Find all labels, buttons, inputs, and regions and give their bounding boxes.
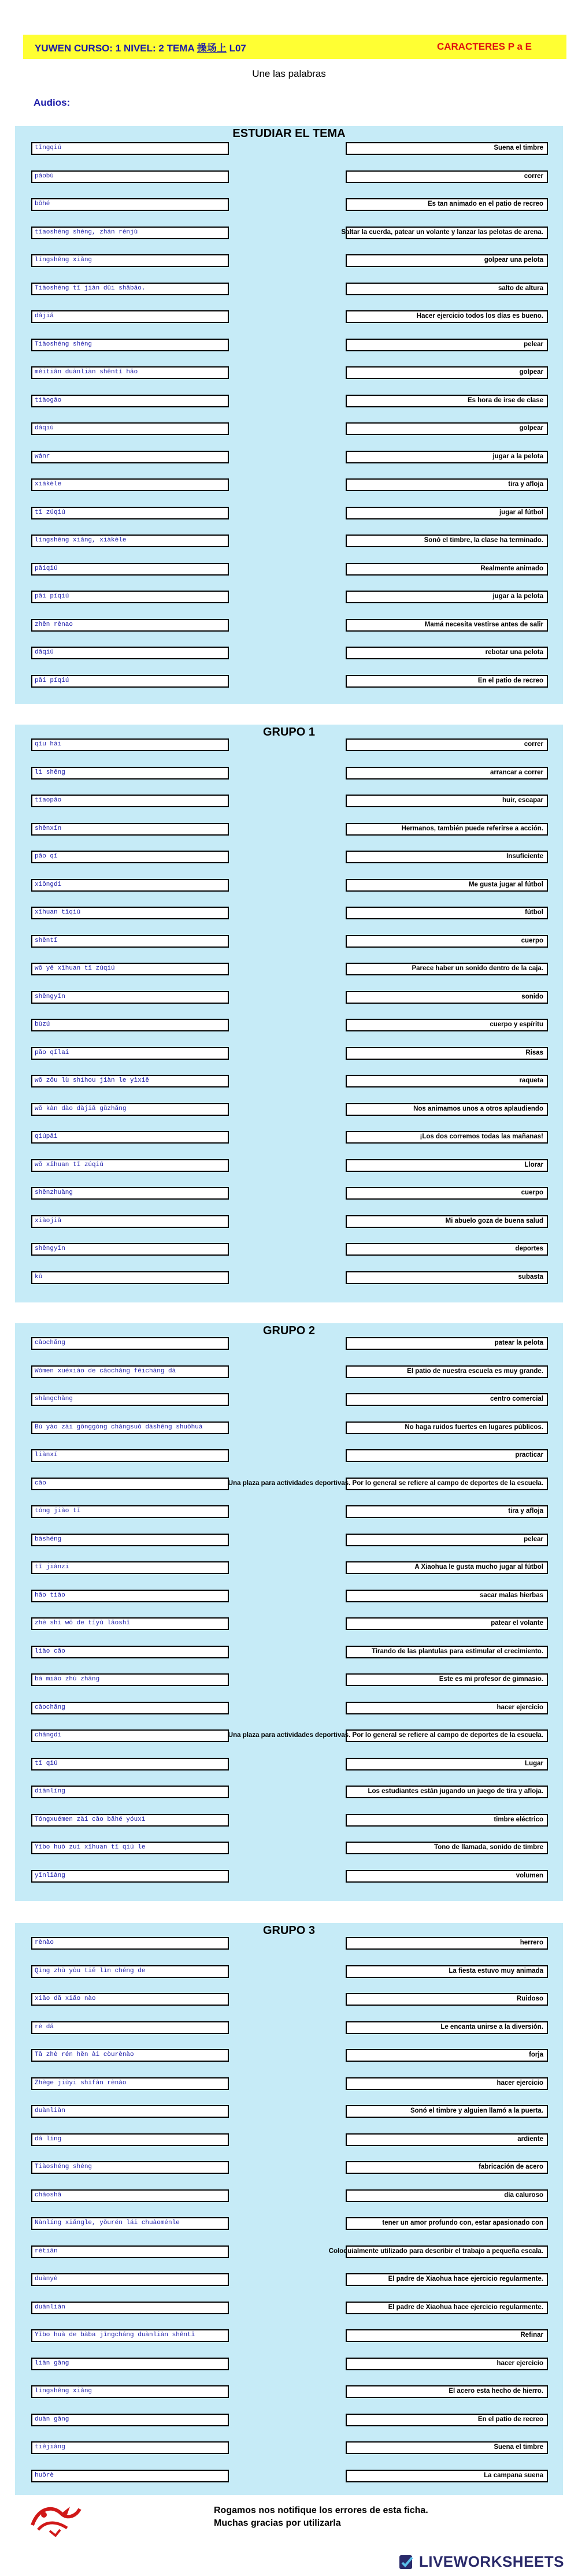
right-answer-text: La fiesta estuvo muy animada bbox=[449, 1967, 543, 1974]
left-answer-box[interactable]: tī qiú bbox=[31, 1758, 229, 1770]
right-answer-text: pelear bbox=[524, 340, 543, 348]
right-answer-text: Suena el timbre bbox=[494, 2444, 543, 2451]
left-answer-box[interactable]: shēnzhuàng bbox=[31, 1187, 229, 1200]
left-answer-box[interactable]: tiàogāo bbox=[31, 395, 229, 407]
section-title: GRUPO 3 bbox=[262, 1924, 316, 1937]
left-answer-box[interactable]: língshēng xiǎng, xiàkèle bbox=[31, 534, 229, 547]
match-row bbox=[15, 645, 563, 660]
right-answer-text: Sonó el timbre, la clase ha terminado. bbox=[424, 537, 543, 544]
header-characters: CARACTERES P a E bbox=[436, 41, 532, 52]
match-row bbox=[15, 1757, 563, 1772]
left-answer-box[interactable]: tīngqiú bbox=[31, 142, 229, 155]
match-row bbox=[15, 1784, 563, 1799]
section-panel bbox=[15, 1923, 563, 2495]
liveworksheets-logo[interactable] bbox=[398, 2553, 564, 2571]
right-answer-text: volumen bbox=[516, 1872, 543, 1879]
right-answer-text: arrancar a correr bbox=[490, 769, 543, 776]
match-row bbox=[15, 2300, 563, 2315]
match-row bbox=[15, 1214, 563, 1229]
match-row bbox=[15, 1186, 563, 1201]
left-answer-box[interactable]: xiōngdi bbox=[31, 879, 229, 892]
match-row bbox=[15, 674, 563, 689]
match-row bbox=[15, 737, 563, 752]
left-answer-box[interactable]: bùzú bbox=[31, 1019, 229, 1031]
right-answer-text: jugar a la pelota bbox=[492, 593, 543, 600]
left-answer-box[interactable]: chǎoshā bbox=[31, 2189, 229, 2202]
right-answer-text: golpear bbox=[519, 425, 543, 432]
match-row bbox=[15, 365, 563, 380]
left-answer-box[interactable]: Tiàoshéng shéng bbox=[31, 339, 229, 351]
left-answer-box[interactable]: duànyè bbox=[31, 2273, 229, 2286]
left-answer-box[interactable]: wǒ xǐhuan tī zúqiú bbox=[31, 1159, 229, 1172]
left-answer-box[interactable]: yīnliàng bbox=[31, 1870, 229, 1883]
right-answer-text: salto de altura bbox=[498, 284, 543, 292]
match-row bbox=[15, 1813, 563, 1828]
right-answer-box[interactable] bbox=[346, 935, 548, 948]
right-answer-text: tira y afloja bbox=[508, 481, 543, 488]
match-row bbox=[15, 2132, 563, 2147]
right-answer-text: Coloquialmente utilizado para describir el trabajo a pequeña escala. bbox=[328, 2247, 543, 2255]
right-answer-text: hacer ejercicio bbox=[497, 1703, 543, 1711]
right-answer-box[interactable] bbox=[346, 1159, 548, 1172]
match-row bbox=[15, 2328, 563, 2343]
left-answer-box[interactable]: huǒrè bbox=[31, 2470, 229, 2482]
right-answer-text: hacer ejercicio bbox=[497, 2079, 543, 2087]
left-answer-box[interactable]: wǒ kàn dào dàjiā gǔzhǎng bbox=[31, 1103, 229, 1116]
match-row bbox=[15, 1936, 563, 1951]
right-answer-text: El acero esta hecho de hierro. bbox=[449, 2388, 543, 2395]
left-answer-box[interactable]: tīaoshéng shéng, zhán rénjù bbox=[31, 227, 229, 239]
match-row bbox=[15, 2440, 563, 2455]
footer-note bbox=[214, 2504, 428, 2530]
left-answer-box[interactable]: tī zúqiú bbox=[31, 507, 229, 519]
right-answer-text: Tono de llamada, sonido de timbre bbox=[434, 1844, 543, 1851]
right-answer-text: Saltar la cuerda, patear un volante y lanzar las pelotas de arena. bbox=[341, 228, 543, 236]
right-answer-text: subasta bbox=[518, 1273, 543, 1280]
left-answer-box[interactable]: diànlíng bbox=[31, 1786, 229, 1798]
right-answer-text: patear el volante bbox=[491, 1620, 543, 1627]
footer-line-2: Muchas gracias por utilizarla bbox=[214, 2518, 341, 2528]
left-answer-box[interactable]: pāi píqiú bbox=[31, 591, 229, 603]
match-row bbox=[15, 1840, 563, 1855]
right-answer-text: Ruidoso bbox=[517, 1995, 543, 2002]
right-answer-text: Realmente animado bbox=[480, 565, 543, 572]
match-row bbox=[15, 309, 563, 324]
right-answer-text: El padre de Xiaohua hace ejercicio regularmente. bbox=[388, 2303, 543, 2311]
match-row bbox=[15, 1476, 563, 1491]
match-row bbox=[15, 849, 563, 864]
right-answer-text: hacer ejercicio bbox=[497, 2359, 543, 2367]
section-title: ESTUDIAR EL TEMA bbox=[232, 127, 346, 140]
left-answer-box[interactable]: liào cǎo bbox=[31, 1646, 229, 1658]
right-answer-text: forja bbox=[529, 2051, 543, 2058]
right-answer-box[interactable] bbox=[346, 1047, 548, 1060]
match-row bbox=[15, 766, 563, 781]
right-answer-text: cuerpo bbox=[521, 937, 543, 944]
left-answer-box[interactable]: xiàojiā bbox=[31, 1215, 229, 1228]
right-answer-box[interactable] bbox=[346, 2329, 548, 2342]
left-answer-box[interactable]: pāiqiú bbox=[31, 563, 229, 576]
match-row bbox=[15, 2188, 563, 2203]
match-row bbox=[15, 1616, 563, 1631]
left-answer-box[interactable]: xiǎo dǎ xiǎo nào bbox=[31, 1993, 229, 2006]
right-answer-text: El padre de Xiaohua hace ejercicio regularmente. bbox=[388, 2276, 543, 2282]
right-answer-text: pelear bbox=[524, 1535, 543, 1543]
match-row bbox=[15, 2160, 563, 2175]
match-row bbox=[15, 1869, 563, 1884]
match-row bbox=[15, 1074, 563, 1089]
right-answer-text: tener un amor profundo con, estar apasionado con bbox=[382, 2219, 543, 2226]
right-answer-text: Mamá necesita vestirse antes de salir bbox=[424, 621, 543, 628]
match-row bbox=[15, 990, 563, 1005]
left-answer-box[interactable]: dǎ líng bbox=[31, 2133, 229, 2146]
left-answer-box[interactable]: kū bbox=[31, 1271, 229, 1284]
match-row bbox=[15, 337, 563, 352]
right-answer-text: Refinar bbox=[520, 2332, 543, 2339]
right-answer-box[interactable] bbox=[346, 1271, 548, 1284]
left-answer-box[interactable]: shēnxīn bbox=[31, 823, 229, 836]
left-answer-box[interactable]: Qìng zhù yòu tiě lìn chéng de bbox=[31, 1965, 229, 1978]
right-answer-text: día caluroso bbox=[504, 2191, 543, 2199]
match-row bbox=[15, 562, 563, 577]
match-row bbox=[15, 1046, 563, 1061]
section-title: GRUPO 1 bbox=[262, 726, 316, 738]
match-row bbox=[15, 1588, 563, 1603]
left-answer-box[interactable]: dǎqiú bbox=[31, 422, 229, 435]
match-row bbox=[15, 878, 563, 893]
right-answer-text: En el patio de recreo bbox=[477, 2415, 543, 2423]
right-answer-text: Una plaza para actividades deportivas. Por lo general se refiere al campo de deportes de la escuela. bbox=[228, 1732, 543, 1739]
right-answer-text: golpear bbox=[519, 369, 543, 376]
match-row bbox=[15, 281, 563, 296]
left-answer-box[interactable]: Yǐbo huò zuì xǐhuan tī qiú le bbox=[31, 1842, 229, 1854]
left-answer-box[interactable]: zhēn rènao bbox=[31, 619, 229, 632]
left-answer-box[interactable]: pǎo qǐlai bbox=[31, 1047, 229, 1060]
right-answer-text: jugar a la pelota bbox=[492, 452, 543, 460]
left-answer-box[interactable]: hǎo tiào bbox=[31, 1590, 229, 1602]
right-answer-text: jugar al fútbol bbox=[499, 508, 543, 516]
left-answer-box[interactable]: shēntǐ bbox=[31, 935, 229, 948]
left-answer-box[interactable]: qǐu hái bbox=[31, 738, 229, 751]
match-row bbox=[15, 450, 563, 465]
left-answer-box[interactable]: liàn gāng bbox=[31, 2358, 229, 2370]
right-answer-text: Los estudiantes están jugando un juego de tira y afloja. bbox=[368, 1788, 543, 1795]
right-answer-box[interactable] bbox=[346, 907, 548, 919]
left-answer-box[interactable]: shēngyīn bbox=[31, 991, 229, 1004]
match-row bbox=[15, 394, 563, 409]
match-row bbox=[15, 477, 563, 492]
match-row bbox=[15, 1018, 563, 1033]
right-answer-text: correr bbox=[524, 172, 543, 180]
match-row bbox=[15, 905, 563, 920]
left-answer-box[interactable]: měitiān duànliàn shēntǐ hǎo bbox=[31, 366, 229, 379]
match-row bbox=[15, 2384, 563, 2399]
left-answer-box[interactable]: bōhé bbox=[31, 198, 229, 211]
match-row bbox=[15, 253, 563, 268]
right-answer-text: Una plaza para actividades deportivas. Por lo general se refiere al campo de deportes de la escuela. bbox=[228, 1479, 543, 1487]
left-answer-box[interactable]: pǎo qǐ bbox=[31, 851, 229, 863]
right-answer-box[interactable] bbox=[346, 991, 548, 1004]
match-row bbox=[15, 141, 563, 156]
left-answer-box[interactable]: wǒ zǒu lù shíhou jiàn le yìxiē bbox=[31, 1075, 229, 1087]
right-answer-text: deportes bbox=[515, 1245, 543, 1252]
right-answer-text: fabricación de acero bbox=[479, 2163, 543, 2170]
right-answer-text: No haga ruidos fuertes en lugares públicos. bbox=[405, 1423, 543, 1431]
left-answer-box[interactable]: pāi píqiú bbox=[31, 675, 229, 688]
match-row bbox=[15, 2020, 563, 2035]
section-panel bbox=[15, 126, 563, 704]
audios-label: Audios: bbox=[34, 97, 71, 108]
right-answer-text: correr bbox=[524, 741, 543, 748]
right-answer-text: Llorar bbox=[524, 1161, 543, 1168]
match-row bbox=[15, 1560, 563, 1575]
right-answer-text: fútbol bbox=[525, 909, 543, 916]
left-answer-box[interactable]: Wǒmen xuéxiào de cāochǎng fēicháng dà bbox=[31, 1365, 229, 1378]
left-answer-box[interactable]: língshēng xiǎng bbox=[31, 2385, 229, 2398]
match-row bbox=[15, 2469, 563, 2484]
section-panel bbox=[15, 1323, 563, 1901]
right-answer-text: patear la pelota bbox=[494, 1339, 543, 1346]
left-answer-box[interactable]: wánr bbox=[31, 451, 229, 463]
match-row bbox=[15, 2272, 563, 2287]
footer-line-1: Rogamos nos notifique los errores de esta ficha. bbox=[214, 2506, 428, 2515]
left-answer-box[interactable]: qiúpāi bbox=[31, 1131, 229, 1144]
left-answer-box[interactable]: duànliàn bbox=[31, 2105, 229, 2118]
match-row bbox=[15, 506, 563, 521]
match-row bbox=[15, 1992, 563, 2007]
match-row bbox=[15, 197, 563, 212]
match-row bbox=[15, 1728, 563, 1743]
match-row bbox=[15, 589, 563, 604]
left-answer-box[interactable]: rè dǎ bbox=[31, 2021, 229, 2034]
match-row bbox=[15, 2244, 563, 2259]
match-row bbox=[15, 1364, 563, 1379]
match-row bbox=[15, 793, 563, 808]
left-answer-box[interactable]: Tiàoshéng tī jiàn dǔi shābāo. bbox=[31, 283, 229, 295]
liveworksheets-wordmark: LIVEWORKSHEETS bbox=[418, 2553, 564, 2570]
section-panel bbox=[15, 725, 563, 1302]
left-answer-box[interactable]: tóng jiào tǐ bbox=[31, 1505, 229, 1518]
right-answer-text: Insuficiente bbox=[506, 853, 543, 860]
left-answer-box[interactable]: dǎjiǎ bbox=[31, 310, 229, 323]
match-row bbox=[15, 1420, 563, 1435]
right-answer-text: tira y afloja bbox=[508, 1508, 543, 1515]
match-row bbox=[15, 822, 563, 837]
match-row bbox=[15, 421, 563, 436]
right-answer-text: Le encanta unirse a la diversión. bbox=[440, 2023, 543, 2031]
left-answer-box[interactable]: xiàkèle bbox=[31, 478, 229, 491]
left-answer-box[interactable]: Nànlíng xiǎngle, yǒurén lái chuàoménle bbox=[31, 2217, 229, 2230]
match-row bbox=[15, 1336, 563, 1351]
left-answer-box[interactable]: Tóngxuémen zài cāo bǎhé yóuxì bbox=[31, 1814, 229, 1827]
right-answer-text: Risas bbox=[525, 1049, 543, 1056]
right-answer-text: Suena el timbre bbox=[494, 144, 543, 151]
header-course-info: YUWEN CURSO: 1 NIVEL: 2 TEMA 操场上 L07 bbox=[35, 42, 246, 54]
left-answer-box[interactable]: língshēng xiǎng bbox=[31, 254, 229, 267]
match-row bbox=[15, 1964, 563, 1979]
match-row bbox=[15, 1130, 563, 1145]
right-answer-box[interactable] bbox=[346, 2049, 548, 2062]
match-row bbox=[15, 2216, 563, 2231]
right-answer-text: Tirando de las plantulas para estimular el crecimiento. bbox=[372, 1647, 543, 1655]
right-answer-text: Parece haber un sonido dentro de la caja. bbox=[412, 965, 543, 972]
match-row bbox=[15, 2356, 563, 2371]
section-title: GRUPO 2 bbox=[262, 1324, 316, 1337]
left-answer-box[interactable]: duàn gāng bbox=[31, 2414, 229, 2426]
match-row bbox=[15, 169, 563, 184]
left-answer-box[interactable]: tī jiànzi bbox=[31, 1561, 229, 1574]
right-answer-text: Hacer ejercicio todos los días es bueno. bbox=[416, 313, 543, 320]
left-answer-box[interactable]: chǎngdì bbox=[31, 1729, 229, 1742]
right-answer-text: ¡Los dos corremos todas las mañanas! bbox=[420, 1133, 543, 1140]
right-answer-box[interactable] bbox=[346, 1758, 548, 1770]
left-answer-box[interactable]: cāochǎng bbox=[31, 1337, 229, 1350]
left-answer-box[interactable]: Tā zhè rén hěn ài còurènào bbox=[31, 2049, 229, 2062]
left-answer-box[interactable]: shēngyīn bbox=[31, 1243, 229, 1256]
left-answer-box[interactable]: cāochǎng bbox=[31, 1702, 229, 1714]
match-row bbox=[15, 1242, 563, 1257]
left-answer-box[interactable]: bàshéng bbox=[31, 1534, 229, 1546]
right-answer-text: Sonó el timbre y alguien llamó a la puerta. bbox=[410, 2107, 543, 2114]
right-answer-text: Mi abuelo goza de buena salud bbox=[445, 1217, 543, 1224]
left-answer-box[interactable]: zhè shì wǒ de tǐyù lǎoshī bbox=[31, 1617, 229, 1630]
right-answer-box[interactable] bbox=[346, 1075, 548, 1087]
left-answer-box[interactable]: rètiān bbox=[31, 2245, 229, 2258]
left-answer-box[interactable]: tīaopǎo bbox=[31, 795, 229, 807]
right-answer-text: sonido bbox=[521, 993, 543, 1000]
match-row bbox=[15, 2412, 563, 2427]
match-row bbox=[15, 1448, 563, 1463]
right-answer-box[interactable] bbox=[346, 366, 548, 379]
right-answer-text: centro comercial bbox=[490, 1395, 543, 1402]
match-row bbox=[15, 2104, 563, 2119]
right-answer-text: Nos animamos unos a otros aplaudiendo bbox=[413, 1105, 543, 1112]
match-row bbox=[15, 1102, 563, 1117]
right-answer-text: herrero bbox=[520, 1939, 543, 1946]
right-answer-text: Lugar bbox=[525, 1760, 543, 1767]
right-answer-text: En el patio de recreo bbox=[477, 677, 543, 684]
right-answer-text: El patio de nuestra escuela es muy grande. bbox=[407, 1367, 543, 1375]
match-row bbox=[15, 962, 563, 977]
header-bar bbox=[23, 35, 566, 59]
match-row bbox=[15, 2048, 563, 2063]
left-answer-box[interactable]: rènào bbox=[31, 1937, 229, 1950]
right-answer-box[interactable] bbox=[346, 170, 548, 183]
left-answer-box[interactable]: Bù yào zài gōnggòng chǎngsuǒ dàshēng shuōhuà bbox=[31, 1421, 229, 1434]
left-answer-box[interactable]: cāo bbox=[31, 1478, 229, 1490]
right-answer-text: timbre eléctrico bbox=[494, 1816, 543, 1823]
right-answer-text: ardiente bbox=[517, 2135, 543, 2143]
match-row bbox=[15, 1270, 563, 1285]
left-answer-box[interactable]: dǎqiú bbox=[31, 647, 229, 659]
right-answer-box[interactable] bbox=[346, 1534, 548, 1546]
right-answer-text: sacar malas hierbas bbox=[480, 1591, 543, 1599]
match-row bbox=[15, 1701, 563, 1716]
left-answer-box[interactable]: Yǐbo huà de bàba jīngcháng duànliàn shēntǐ bbox=[31, 2329, 229, 2342]
right-answer-text: golpear una pelota bbox=[484, 257, 543, 263]
right-answer-text: rebotar una pelota bbox=[485, 649, 543, 656]
left-answer-box[interactable]: pǎobù bbox=[31, 170, 229, 183]
right-answer-box[interactable] bbox=[346, 339, 548, 351]
match-row bbox=[15, 934, 563, 949]
right-answer-box[interactable] bbox=[346, 422, 548, 435]
right-answer-text: raqueta bbox=[519, 1077, 543, 1084]
right-answer-text: huir, escapar bbox=[502, 797, 543, 804]
right-answer-text: Hermanos, también puede referirse a acción. bbox=[401, 825, 543, 832]
right-answer-text: cuerpo y espíritu bbox=[490, 1021, 543, 1028]
right-answer-text: A Xiaohua le gusta mucho jugar al fútbol bbox=[414, 1564, 543, 1571]
left-answer-box[interactable]: duànliàn bbox=[31, 2302, 229, 2314]
left-answer-box[interactable]: Zhège jiùyi shìfàn rènào bbox=[31, 2077, 229, 2090]
match-row bbox=[15, 225, 563, 240]
left-answer-box[interactable]: wǒ yě xǐhuan tī zúqiú bbox=[31, 963, 229, 975]
match-row bbox=[15, 1504, 563, 1519]
match-row bbox=[15, 618, 563, 633]
instruction: Une las palabras bbox=[252, 68, 326, 79]
right-answer-text: Me gusta jugar al fútbol bbox=[468, 881, 543, 888]
left-answer-box[interactable]: lì shēng bbox=[31, 767, 229, 780]
right-answer-text: Este es mi profesor de gimnasio. bbox=[439, 1676, 543, 1683]
match-row bbox=[15, 1158, 563, 1173]
right-answer-text: Es hora de irse de clase bbox=[467, 396, 543, 404]
right-answer-box[interactable] bbox=[346, 1937, 548, 1950]
left-answer-box[interactable]: tiějiàng bbox=[31, 2441, 229, 2454]
right-answer-box[interactable] bbox=[346, 1187, 548, 1200]
right-answer-box[interactable] bbox=[346, 738, 548, 751]
left-answer-box[interactable]: xǐhuan tīqiú bbox=[31, 907, 229, 919]
match-row bbox=[15, 2076, 563, 2091]
match-row bbox=[15, 533, 563, 548]
right-answer-text: cuerpo bbox=[521, 1189, 543, 1196]
match-row bbox=[15, 1532, 563, 1547]
left-answer-box[interactable]: Tiàoshéng shéng bbox=[31, 2161, 229, 2174]
right-answer-text: practicar bbox=[515, 1452, 543, 1458]
left-answer-box[interactable]: shāngchǎng bbox=[31, 1393, 229, 1406]
liveworksheets-icon bbox=[398, 2554, 416, 2570]
left-answer-box[interactable]: bá miáo zhù zhǎng bbox=[31, 1673, 229, 1686]
left-answer-box[interactable]: liànxí bbox=[31, 1449, 229, 1462]
match-row bbox=[15, 1645, 563, 1660]
match-row bbox=[15, 1672, 563, 1687]
dragon-logo bbox=[27, 2502, 84, 2537]
right-answer-text: La campana suena bbox=[484, 2471, 543, 2479]
match-row bbox=[15, 1392, 563, 1407]
right-answer-text: Es tan animado en el patio de recreo bbox=[427, 201, 543, 207]
